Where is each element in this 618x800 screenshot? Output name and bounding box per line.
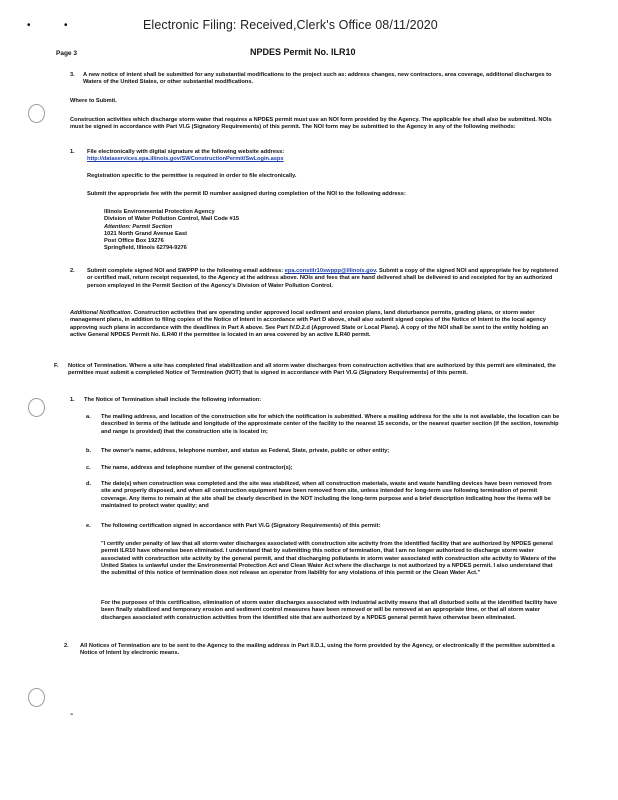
additional-notification-text: Construction activities that are operating under approved local sediment and erosion plans, land disturbance permits, grading plans, or storm water management plans, in addition to filing copies of the Notice of Intent in accordance with Part D above, shall also submit signed copies of the Notice of Intent to the local agency approving such plans in accordance with the deadlines in Part A above. See Part IV.D.2.d (Approved State or Local Plans). A copy of the NOI shall be sent to the entity holding an active General NPDES Permit No. ILR40 if the permittee is located in an area covered by an active ILR40 permit. bbox=[70, 310, 549, 338]
address-line: Division of Water Pollution Control, Mail Code #15 bbox=[104, 216, 240, 223]
scan-mark: • bbox=[64, 20, 68, 31]
registration-note: Registration specific to the permittee is required in order to file electronically. bbox=[87, 173, 297, 179]
additional-notification-heading: Additional Notification. bbox=[70, 310, 133, 316]
method-1-line: File electronically with digital signature at the following website address: bbox=[87, 149, 285, 155]
punch-hole-middle bbox=[28, 398, 45, 417]
additional-notification-paragraph bbox=[70, 310, 561, 339]
submit-intro-paragraph: Construction activities which discharge storm water that requires a NPDES permit must use an NOI form provided by the Agency. The applicable fee shall also be submitted. NOIs must be signed in accordance with Part VI.G (Signatory Requirements) of this permit. The NOI form may be submitted to the Agency in any of the following methods: bbox=[70, 117, 552, 131]
fee-submission-note: Submit the appropriate fee with the permit ID number assigned during completion of the NOI to the following address: bbox=[87, 191, 406, 197]
swppp-email-link[interactable]: epa.constilr10swppp@illinois.gov bbox=[284, 268, 376, 274]
not-item-b: The owner's name, address, telephone number, and status as Federal, State, private, public or other entity; bbox=[101, 448, 390, 454]
page-number: Page 3 bbox=[56, 50, 77, 57]
not-submission-paragraph: All Notices of Termination are to be sent to the Agency to the mailing address in Part II.D.1, using the form provided by the Agency, or electronically if the permittee submitted a Notice of Intent by electronic means. bbox=[80, 643, 555, 657]
sub-item-letter: a. bbox=[86, 414, 91, 420]
address-line: Springfield, Illinois 62794-9276 bbox=[104, 245, 187, 252]
scan-mark: • bbox=[27, 20, 31, 31]
not-item-d: The date(s) when construction was completed and the site was stabilized, when all construction materials, waste and waste handling devices have been removed from site and properly disposed, and when all construction equipment have been removed from site, unless intended for long-term use following termination of permit coverage. Any items to remain at the site shall be clearly described in the NOT including the long-term purpose and a brief description indicating how the items will be maintained to protect water quality; and bbox=[101, 481, 552, 509]
not-info-intro: The Notice of Termination shall include the following information: bbox=[84, 397, 262, 403]
address-line: Illinois Environmental Protection Agency bbox=[104, 209, 215, 215]
method-2-intro: Submit complete signed NOI and SWPPP to the following email address: bbox=[87, 268, 284, 274]
method-2-rest: . Submit a copy of the signed NOI and appropriate fee by registered or certified mail, return receipt requested, to the Agency at the address above. NOIs and fees that are hand delivered shall be delivered to and receipted for by an authorized person employed in the Permit Section of the Agency's Division of Water Pollution Control. bbox=[87, 268, 559, 289]
sub-item-letter: d. bbox=[86, 481, 92, 487]
item-number: 3. bbox=[70, 72, 75, 78]
notice-of-termination-paragraph: Notice of Termination. Where a site has completed final stabilization and all storm water discharges from construction activities that are authorized by this permit are eliminated, the permittee must submit a completed Notice of Termination (NOT) that is signed in accordance with Part VI.G (Signatory Requirements) of this permit. bbox=[68, 363, 556, 377]
not-item-a: The mailing address, and location of the construction site for which the notification is submitted. Where a mailing address for the site is not available, the location can be described in terms of the latitude and longitude of the approximate center of the facility to the nearest 15 seconds, or the nearest quarter section (if the section, township and range is provided) that the construction site is located in; bbox=[101, 414, 560, 435]
item-3-text: A new notice of intent shall be submitted for any substantial modifications to the project such as: address changes, new contractors, area coverage, additional discharges to Waters of the United States, or other substantial modifications. bbox=[83, 72, 552, 86]
method-2-text bbox=[87, 268, 559, 290]
certification-statement: "I certify under penalty of law that all storm water discharges associated with construction site activity from the identified facility that are authorized by NPDES general permit ILR10 have otherwise been eliminated. I understand that by submitting this notice of termination, that I am no longer authorized to discharge storm water associated with construction site activity by the general permit, and that discharging pollutants in storm water associated with construction site activity to Waters of the United States is unlawful under the Environmental Protection Act and Clean Water Act where the discharge is not authorized by a NPDES permit. I also understand that the submittal of this notice of termination does not release an operator from liability for any violations of this permit or the Clean Water Act." bbox=[101, 541, 557, 577]
not-item-c: The name, address and telephone number of the general contractor(s); bbox=[101, 465, 293, 471]
not-item-e: The following certification signed in accordance with Part VI.G (Signatory Requirements) of this permit: bbox=[101, 523, 381, 529]
sub-item-letter: e. bbox=[86, 523, 91, 529]
address-line: Attention: Permit Section bbox=[104, 223, 173, 230]
where-to-submit-heading: Where to Submit. bbox=[70, 98, 117, 104]
item-number: 2. bbox=[64, 643, 69, 649]
sub-item-letter: b. bbox=[86, 448, 92, 454]
section-letter: F. bbox=[54, 363, 59, 369]
filing-stamp-header: Electronic Filing: Received,Clerk's Office 08/11/2020 bbox=[143, 18, 438, 32]
agency-mailing-address bbox=[104, 209, 344, 253]
electronic-filing-link[interactable]: http://dataservices.epa.illinois.gov/SWConstructionPermit/SwLogin.aspx bbox=[87, 156, 284, 162]
document-title: NPDES Permit No. ILR10 bbox=[250, 47, 356, 57]
item-number: 1. bbox=[70, 397, 75, 403]
punch-hole-bottom bbox=[28, 688, 45, 707]
certification-purposes-paragraph: For the purposes of this certification, elimination of storm water discharges associated with industrial activity means that all disturbed soils at the identified facility have been finally stabilized and temporary erosion and sediment control measures have been removed or will be removed at an appropriate time, or that all storm water discharges associated with construction activities from the identified site that are authorized by a NPDES general permit have otherwise been eliminated. bbox=[101, 600, 558, 621]
punch-hole-top bbox=[28, 104, 45, 123]
address-line: 1021 North Grand Avenue East bbox=[104, 230, 188, 237]
sub-item-letter: c. bbox=[86, 465, 91, 471]
address-line: Post Office Box 19276 bbox=[104, 238, 164, 245]
method-number: 2. bbox=[70, 268, 75, 274]
method-number: 1. bbox=[70, 149, 75, 155]
scan-mark: - bbox=[70, 709, 74, 720]
